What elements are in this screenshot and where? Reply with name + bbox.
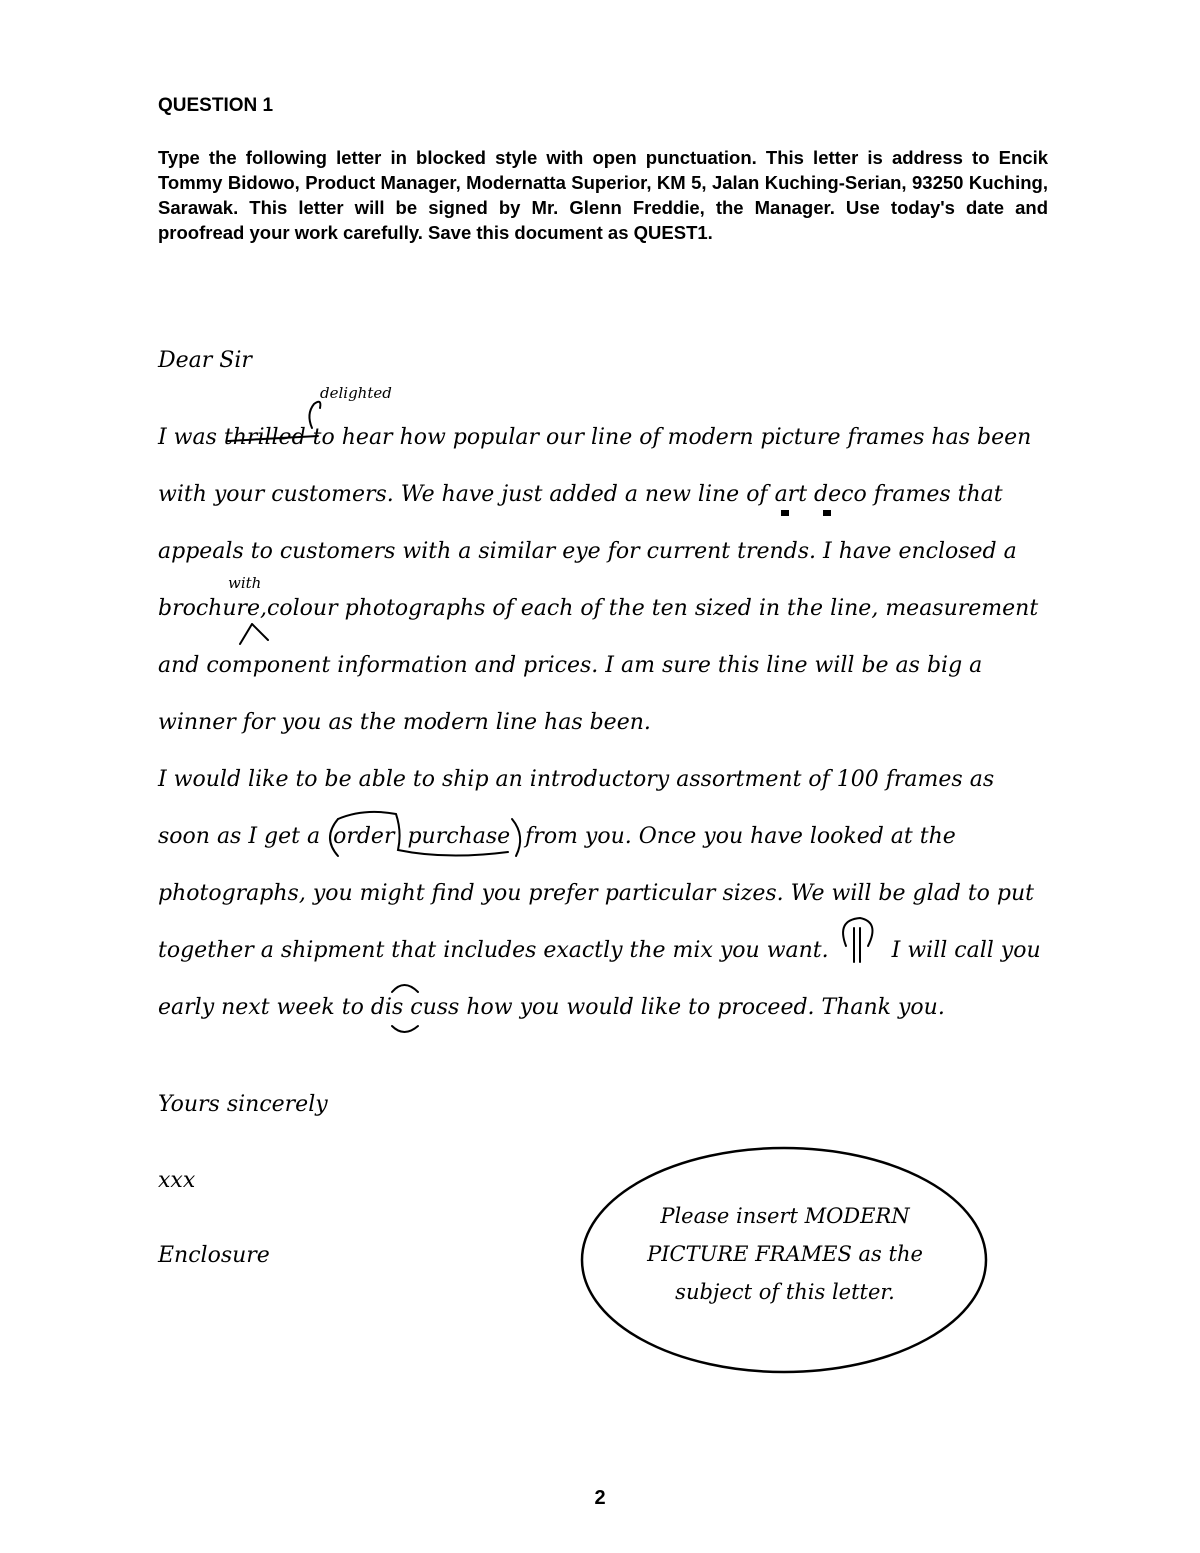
transpose-curve-mark bbox=[338, 812, 511, 856]
insert-caret-mark bbox=[240, 624, 268, 644]
letter-line-9: photographs, you might find you prefer particular sizes. We will be glad to put bbox=[158, 881, 1034, 906]
letter-salutation: Dear Sir bbox=[158, 348, 252, 373]
transpose-word-purchase: purchase bbox=[407, 824, 511, 849]
line-1-end: to hear how popular our line of modern picture frames has been bbox=[312, 425, 1032, 450]
letter-line-3: appeals to customers with a similar eye for current trends. I have enclosed a bbox=[158, 539, 1017, 564]
line-10-end: I will call you bbox=[891, 938, 1041, 963]
close-up-mark-top bbox=[392, 985, 418, 992]
letter-line-5: and component information and prices. I am sure this line will be as big a bbox=[158, 653, 983, 678]
question-instructions: Type the following letter in blocked style with open punctuation. This letter is address to Encik Tommy Bidowo, Product Manager, Modernatta Superior, KM 5, Jalan Kuching-Serian, 93250 Kuching, Sarawak. This letter will be signed by Mr. Glenn Freddie, the Manager. Use today's date and proofread your work carefully. Save this document as QUEST1. bbox=[158, 147, 1048, 243]
letter-line-2: with your customers. We have just added a new line of art deco frames that bbox=[158, 482, 1003, 507]
delete-caret-mark bbox=[309, 402, 320, 428]
struck-word-thrilled: thrilled bbox=[223, 425, 306, 450]
line-8-start: soon as I get a bbox=[158, 824, 321, 849]
close-up-word-cuss: cuss bbox=[410, 995, 460, 1020]
letter-line-7: I would like to be able to ship an introductory assortment of 100 frames as bbox=[158, 767, 995, 792]
transpose-word-order: order bbox=[333, 824, 395, 849]
insert-word-delighted: delighted bbox=[320, 384, 392, 402]
line-1-start: I was bbox=[158, 425, 217, 450]
insert-word-with: with bbox=[228, 574, 262, 592]
transpose-bracket-left bbox=[330, 819, 338, 856]
line-8-end: from you. Once you have looked at the bbox=[525, 824, 956, 849]
letter-line-6: winner for you as the modern line has been. bbox=[158, 710, 651, 735]
letter-enclosure: Enclosure bbox=[158, 1243, 270, 1268]
line-11-end: how you would like to proceed. Thank you. bbox=[466, 995, 945, 1020]
stet-mark-right bbox=[823, 510, 831, 516]
line-10-start: together a shipment that includes exactly the mix you want. bbox=[158, 938, 829, 963]
page-number: 2 bbox=[594, 1487, 606, 1509]
line-11-start: early next week to bbox=[158, 995, 364, 1020]
paragraph-mark bbox=[843, 918, 872, 946]
line-4-start: brochure, bbox=[158, 596, 268, 621]
line-4-end: colour photographs of each of the ten sized in the line, measurement bbox=[267, 596, 1039, 621]
close-up-mark-bottom bbox=[392, 1026, 418, 1032]
subject-note-text: Please insert MODERN PICTURE FRAMES as the subject of this letter. bbox=[647, 1204, 923, 1304]
stet-mark-left bbox=[781, 510, 789, 516]
letter-signature: xxx bbox=[158, 1168, 196, 1193]
strikethrough-mark bbox=[228, 436, 318, 441]
close-up-word-dis: dis bbox=[370, 995, 404, 1020]
question-title: QUESTION 1 bbox=[158, 95, 274, 116]
letter-closing: Yours sincerely bbox=[158, 1092, 328, 1117]
transpose-bracket-right bbox=[512, 819, 520, 856]
